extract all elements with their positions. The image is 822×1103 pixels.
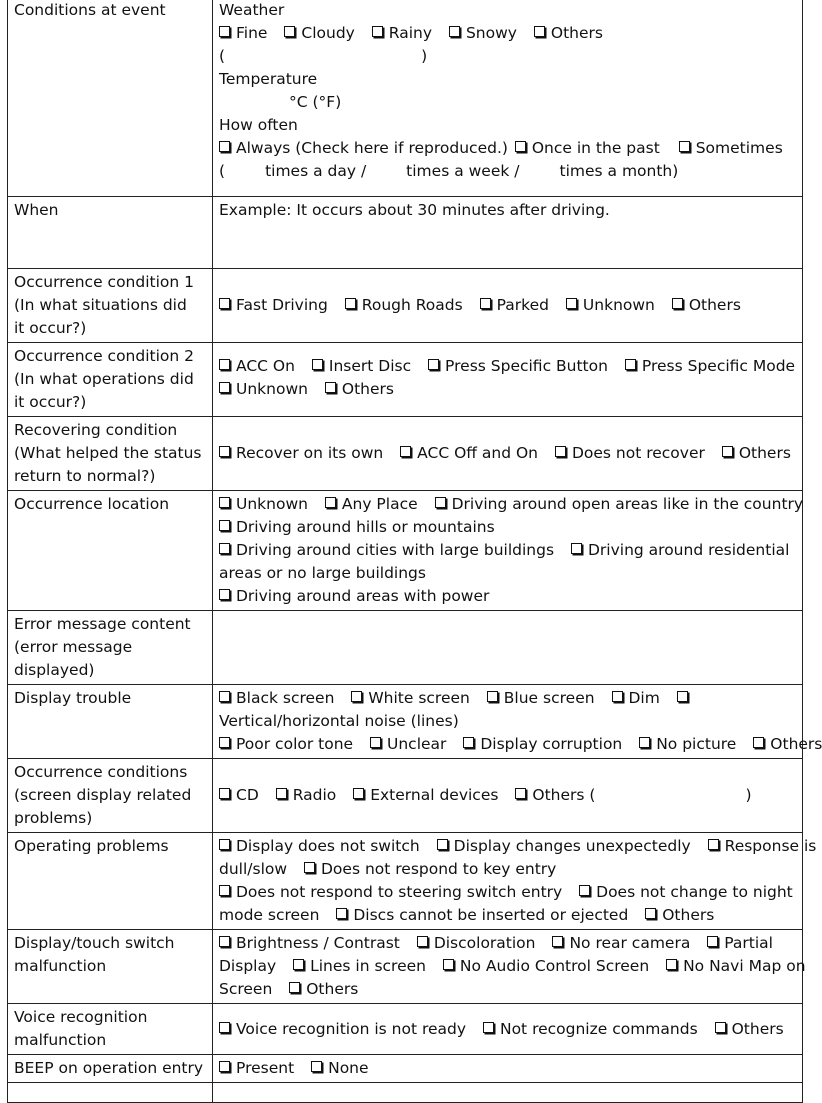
checkbox[interactable] (219, 497, 230, 508)
table-row (8, 343, 803, 417)
checkbox[interactable] (284, 26, 295, 37)
row-label: Occurrence location (8, 491, 213, 611)
row-content (213, 1083, 803, 1103)
checkbox[interactable] (325, 382, 336, 393)
row-content: CD Radio External devices Others ( ) (213, 759, 803, 833)
checkbox[interactable] (428, 359, 439, 370)
checkbox[interactable] (289, 982, 300, 993)
checkbox[interactable] (219, 737, 230, 748)
checkbox[interactable] (219, 359, 230, 370)
checkbox[interactable] (219, 1022, 230, 1033)
checkbox[interactable] (219, 298, 230, 309)
checkbox[interactable] (515, 141, 526, 152)
row-content: Voice recognition is not ready Not recognize commands Others (213, 1004, 803, 1055)
table-row (8, 833, 803, 930)
row-label: Display trouble (8, 685, 213, 759)
row-content: Black screen White screen Blue screen Dim Vertical/horizontal noise (lines) Poor color tone Unclear Display corruption No picture Others (213, 685, 803, 759)
checkbox[interactable] (219, 936, 230, 947)
row-content[interactable] (213, 197, 803, 269)
table-row (8, 0, 803, 197)
checkbox[interactable] (219, 788, 230, 799)
checkbox[interactable] (515, 788, 526, 799)
example-text: Example: It occurs about 30 minutes after driving. (219, 201, 610, 219)
row-content: ACC On Insert Disc Press Specific Button Press Specific Mode Unknown Others (213, 343, 803, 417)
table-row (8, 930, 803, 1004)
temperature-field[interactable]: °C (°F) (289, 93, 342, 111)
row-label: Recovering condition (What helped the status return to normal?) (8, 417, 213, 491)
row-label: Occurrence conditions (screen display related problems) (8, 759, 213, 833)
row-label: Occurrence condition 1 (In what situations did it occur?) (8, 269, 213, 343)
checkbox[interactable] (480, 298, 491, 309)
row-label: BEEP on operation entry (8, 1055, 213, 1083)
diagnosis-form-table (7, 0, 822, 1103)
row-content: Brightness / Contrast Discoloration No rear camera Partial Display Lines in screen No Audio Control Screen No Navi Map on Screen Others (213, 930, 803, 1004)
table-row (8, 1055, 803, 1083)
checkbox[interactable] (219, 141, 230, 152)
table-row (8, 491, 803, 611)
checkbox[interactable] (552, 936, 563, 947)
checkbox[interactable] (645, 908, 656, 919)
checkbox[interactable] (715, 1022, 726, 1033)
weather-other-blank[interactable]: ( ) (219, 47, 428, 65)
checkbox[interactable] (722, 446, 733, 457)
checkbox[interactable] (219, 26, 230, 37)
table-row (8, 685, 803, 759)
checkbox[interactable] (304, 862, 315, 873)
checkbox[interactable] (579, 885, 590, 896)
row-label: Display/touch switch malfunction (8, 930, 213, 1004)
row-content: Display does not switch Display changes unexpectedly Response is dull/slow Does not respond to key entry Does not respond to steering switch entry Does not change to night mode screen Discs cannot be inserted or ejected Others (213, 833, 803, 930)
row-label: Voice recognition malfunction (8, 1004, 213, 1055)
checkbox[interactable] (639, 737, 650, 748)
row-content: Recover on its own ACC Off and On Does not recover Others (213, 417, 803, 491)
row-content (213, 0, 803, 197)
checkbox[interactable] (417, 936, 428, 947)
row-label: Conditions at event (8, 0, 213, 197)
checkbox[interactable] (463, 737, 474, 748)
checkbox[interactable] (219, 885, 230, 896)
checkbox[interactable] (351, 691, 362, 702)
checkbox[interactable] (219, 589, 230, 600)
how-often-title: How often (219, 116, 298, 134)
row-content: Fast Driving Rough Roads Parked Unknown Others (213, 269, 803, 343)
checkbox[interactable] (219, 543, 230, 554)
checkbox[interactable] (400, 446, 411, 457)
checkbox[interactable] (276, 788, 287, 799)
checkbox[interactable] (372, 26, 383, 37)
checkbox[interactable] (677, 691, 688, 702)
checkbox[interactable] (435, 497, 446, 508)
frequency-fields[interactable]: ( times a day / times a week / times a month) (219, 162, 679, 180)
row-label: Operating problems (8, 833, 213, 930)
checkbox[interactable] (219, 520, 230, 531)
weather-title: Weather (219, 1, 285, 19)
checkbox[interactable] (534, 26, 545, 37)
checkbox[interactable] (483, 1022, 494, 1033)
checkbox[interactable] (345, 298, 356, 309)
row-content: Present None (213, 1055, 803, 1083)
checkbox[interactable] (487, 691, 498, 702)
how-often-options: Always (Check here if reproduced.) Once in the past Sometimes (219, 137, 796, 160)
checkbox[interactable] (370, 737, 381, 748)
checkbox[interactable] (437, 839, 448, 850)
checkbox[interactable] (571, 543, 582, 554)
row-label (8, 1083, 213, 1103)
table-row (8, 1004, 803, 1055)
row-content[interactable] (213, 611, 803, 685)
checkbox[interactable] (353, 788, 364, 799)
checkbox[interactable] (679, 141, 690, 152)
table-row (8, 197, 803, 269)
checkbox[interactable] (312, 359, 323, 370)
checkbox[interactable] (753, 737, 764, 748)
temperature-title: Temperature (219, 70, 318, 88)
checkbox[interactable] (293, 959, 304, 970)
checkbox[interactable] (708, 839, 719, 850)
table-row (8, 611, 803, 685)
checkbox[interactable] (219, 1061, 230, 1072)
checkbox[interactable] (566, 298, 577, 309)
checkbox[interactable] (666, 959, 677, 970)
weather-options: Fine Cloudy Rainy Snowy Others (219, 22, 796, 45)
checkbox[interactable] (219, 446, 230, 457)
checkbox[interactable] (219, 691, 230, 702)
checkbox[interactable] (443, 959, 454, 970)
checkbox[interactable] (707, 936, 718, 947)
table-row (8, 269, 803, 343)
row-content: Unknown Any Place Driving around open areas like in the country Driving around hills or mountains Driving around cities with large buildings Driving around residential areas or no large buildings Driving around areas with power (213, 491, 803, 611)
checkbox[interactable] (449, 26, 460, 37)
checkbox[interactable] (672, 298, 683, 309)
table-row (8, 759, 803, 833)
row-label: Error message content (error message displayed) (8, 611, 213, 685)
row-label: When (8, 197, 213, 269)
checkbox[interactable] (625, 359, 636, 370)
table-row (8, 1083, 803, 1103)
checkbox[interactable] (612, 691, 623, 702)
checkbox[interactable] (219, 382, 230, 393)
checkbox[interactable] (336, 908, 347, 919)
checkbox[interactable] (311, 1061, 322, 1072)
checkbox[interactable] (219, 839, 230, 850)
table-row (8, 417, 803, 491)
checkbox[interactable] (325, 497, 336, 508)
checkbox[interactable] (555, 446, 566, 457)
row-label: Occurrence condition 2 (In what operations did it occur?) (8, 343, 213, 417)
